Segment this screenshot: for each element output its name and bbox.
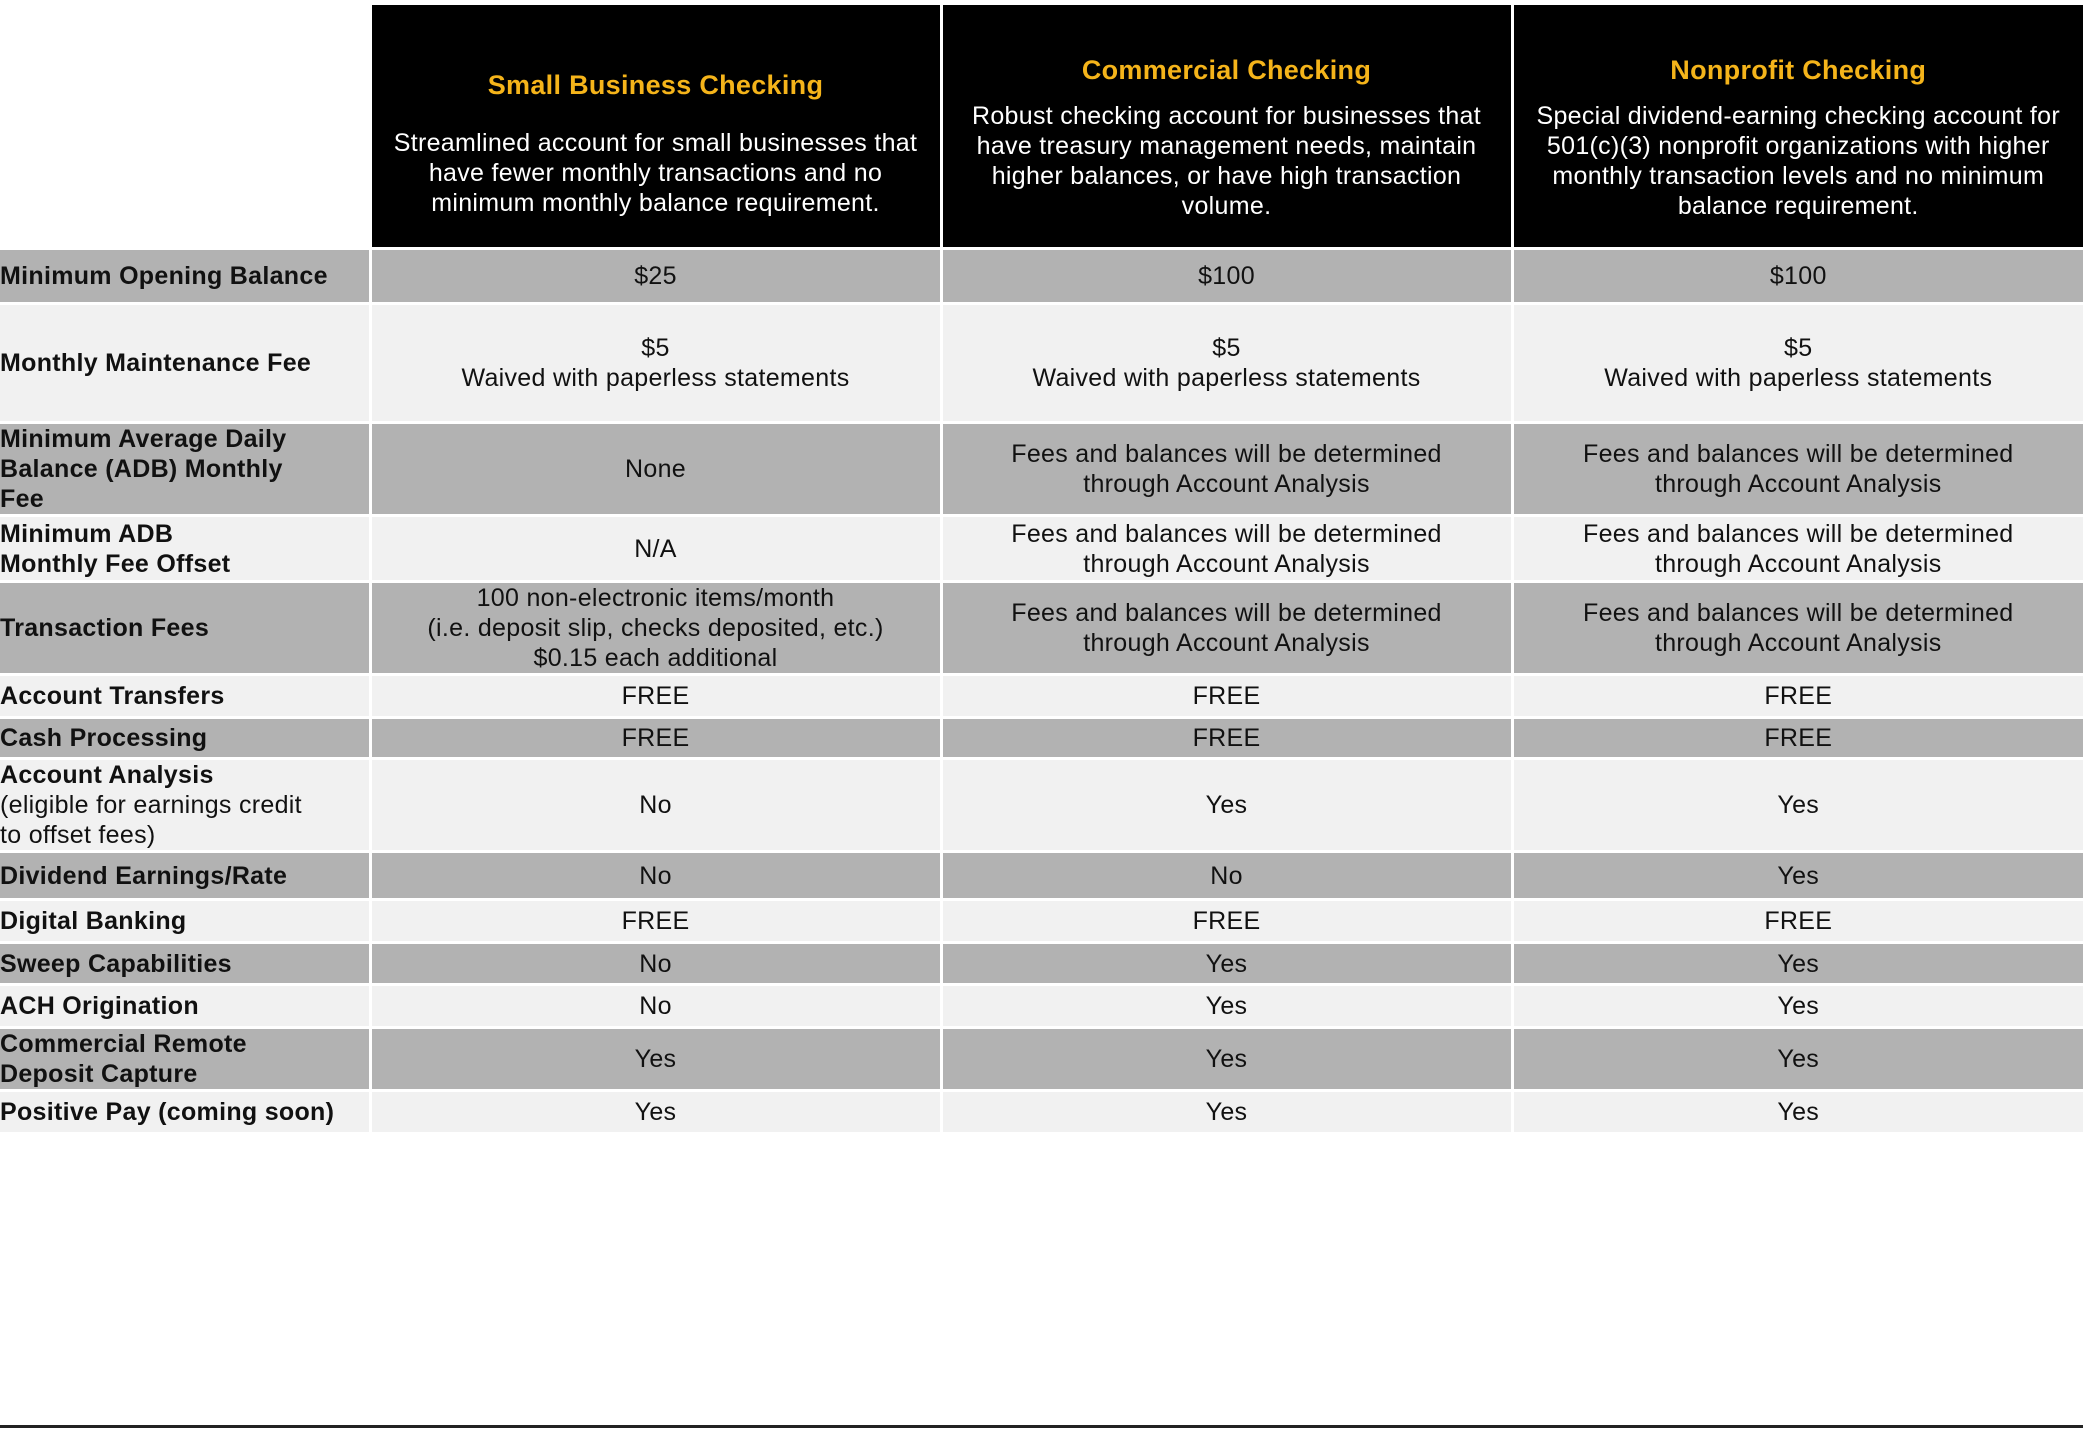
row-label [0, 759, 370, 852]
value-cell [941, 943, 1512, 985]
text-line: FREE [1764, 724, 1833, 752]
value-cell [370, 985, 941, 1028]
value-cell [370, 582, 941, 675]
text-line: FREE [621, 682, 690, 710]
account-transfers-row [0, 675, 2083, 718]
value-cell [1512, 675, 2083, 718]
value-cell [1512, 304, 2083, 423]
value-cell [1512, 1091, 2083, 1134]
text-line: Monthly Maintenance Fee [0, 349, 312, 377]
text-line: Sweep Capabilities [0, 949, 232, 978]
value-cell [370, 249, 941, 304]
text-line: Fees and balances will be determined [1011, 519, 1442, 548]
plan-header-commercial [941, 5, 1512, 249]
text-line: Yes [1777, 992, 1820, 1020]
value-cell [941, 759, 1512, 852]
row-label [0, 1028, 370, 1091]
text-line: Waived with paperless statements [1032, 364, 1421, 392]
min-adb-fee-offset-row [0, 516, 2083, 582]
text-line: Positive Pay (coming soon) [0, 1098, 335, 1126]
value-cell [370, 423, 941, 516]
remote-deposit-capture-row [0, 1028, 2083, 1091]
row-label [0, 304, 370, 423]
text-line: Cash Processing [0, 724, 208, 752]
text-line: Yes [1205, 1045, 1248, 1073]
value-cell [370, 516, 941, 582]
value-cell [1512, 985, 2083, 1028]
text-line: N/A [634, 534, 677, 563]
text-line: Yes [634, 1045, 677, 1073]
plan-name: Commercial Checking [1081, 55, 1372, 85]
value-cell [1512, 249, 2083, 304]
text-line: Dividend Earnings/Rate [0, 861, 288, 890]
value-cell [941, 985, 1512, 1028]
text-line: to offset fees) [0, 821, 156, 849]
text-line: Fees and balances will be determined [1583, 599, 2014, 627]
table-bottom-rule [0, 1425, 2083, 1428]
text-line: through Account Analysis [1654, 549, 1942, 578]
value-cell [370, 1028, 941, 1091]
text-line: No [639, 861, 672, 890]
text-line: $5 [1784, 334, 1813, 362]
text-line: through Account Analysis [1083, 549, 1370, 578]
value-cell [370, 759, 941, 852]
row-label [0, 1091, 370, 1134]
value-cell [1512, 759, 2083, 852]
value-cell [1512, 582, 2083, 675]
text-line: (eligible for earnings credit [0, 791, 302, 819]
value-cell [370, 852, 941, 900]
plan-description: Streamlined account for small businesses that have fewer monthly transactions and no minimum monthly balance requirement. [393, 129, 918, 217]
text-line: Digital Banking [0, 907, 187, 935]
value-cell [941, 249, 1512, 304]
row-label [0, 516, 370, 582]
text-line: Deposit Capture [0, 1060, 198, 1088]
transaction-fees-row [0, 582, 2083, 675]
value-cell [941, 675, 1512, 718]
text-line: (i.e. deposit slip, checks deposited, etc.) [427, 614, 884, 642]
plan-description: Robust checking account for businesses that have treasury management needs, maintain higher balances, or have high transaction volume. [971, 102, 1482, 220]
row-label [0, 852, 370, 900]
text-line: FREE [1192, 724, 1261, 752]
cash-processing-row [0, 718, 2083, 759]
plan-description: Special dividend-earning checking account for 501(c)(3) nonprofit organizations with higher monthly transaction levels and no minimum balance requirement. [1536, 102, 2061, 220]
row-sublabel [0, 791, 302, 849]
text-line: Yes [1777, 949, 1820, 978]
value-cell [1512, 423, 2083, 516]
text-line: $100 [1198, 262, 1255, 290]
positive-pay-row [0, 1091, 2083, 1134]
ach-origination-row [0, 985, 2083, 1028]
text-line: $100 [1769, 262, 1827, 290]
text-line: Account Analysis [0, 761, 214, 789]
text-line: FREE [621, 724, 690, 752]
text-line: $0.15 each additional [533, 644, 778, 672]
account-analysis-row [0, 759, 2083, 852]
text-line: Commercial Remote [0, 1030, 247, 1058]
plan-name: Small Business Checking [487, 70, 824, 100]
text-line: Minimum Average Daily [0, 425, 287, 453]
min-opening-balance-row [0, 249, 2083, 304]
plan-header-small-business [370, 5, 941, 249]
text-line: Yes [1777, 791, 1820, 819]
value-cell [1512, 852, 2083, 900]
dividend-earnings-row [0, 852, 2083, 900]
text-line: No [639, 992, 672, 1020]
text-line: FREE [621, 907, 690, 935]
value-cell [1512, 900, 2083, 943]
value-cell [941, 423, 1512, 516]
value-cell [1512, 516, 2083, 582]
value-cell [941, 516, 1512, 582]
text-line: Waived with paperless statements [1604, 364, 1993, 392]
text-line: No [1210, 861, 1243, 890]
text-line: through Account Analysis [1654, 470, 1942, 498]
text-line: $25 [634, 262, 677, 290]
text-line: Yes [1205, 992, 1248, 1020]
row-label [0, 582, 370, 675]
text-line: Yes [1205, 791, 1248, 819]
plan-name: Nonprofit Checking [1670, 55, 1927, 85]
sweep-capabilities-row [0, 943, 2083, 985]
text-line: Yes [1205, 949, 1248, 978]
account-comparison-table [0, 5, 2083, 1135]
monthly-maintenance-fee-row [0, 304, 2083, 423]
text-line: $5 [1212, 334, 1241, 362]
text-line: Yes [1777, 1045, 1820, 1073]
text-line: Transaction Fees [0, 614, 210, 642]
text-line: Balance (ADB) Monthly [0, 455, 283, 483]
text-line: Minimum ADB [0, 519, 174, 548]
min-adb-monthly-fee-row [0, 423, 2083, 516]
value-cell [941, 1091, 1512, 1134]
text-line: 100 non-electronic items/month [476, 584, 835, 612]
text-line: Fee [0, 485, 44, 513]
value-cell [941, 1028, 1512, 1091]
text-line: Fees and balances will be determined [1011, 599, 1442, 627]
text-line: No [639, 791, 672, 819]
text-line: Yes [1777, 1098, 1820, 1126]
value-cell [941, 582, 1512, 675]
value-cell [1512, 718, 2083, 759]
value-cell [1512, 1028, 2083, 1091]
text-line: None [625, 455, 686, 483]
text-line: through Account Analysis [1654, 629, 1942, 657]
row-label [0, 943, 370, 985]
plan-header-nonprofit [1512, 5, 2083, 249]
value-cell [370, 1091, 941, 1134]
text-line: Account Transfers [0, 682, 225, 710]
text-line: Monthly Fee Offset [0, 549, 231, 578]
text-line: Fees and balances will be determined [1583, 440, 2014, 468]
value-cell [370, 304, 941, 423]
text-line: FREE [1192, 907, 1261, 935]
value-cell [370, 718, 941, 759]
value-cell [370, 900, 941, 943]
value-cell [941, 304, 1512, 423]
value-cell [1512, 943, 2083, 985]
value-cell [370, 675, 941, 718]
row-label [0, 675, 370, 718]
text-line: Yes [1777, 861, 1820, 890]
text-line: FREE [1764, 907, 1833, 935]
text-line: Minimum Opening Balance [0, 262, 328, 290]
digital-banking-row [0, 900, 2083, 943]
text-line: FREE [1764, 682, 1833, 710]
text-line: Fees and balances will be determined [1011, 440, 1442, 468]
plan-header-row [0, 5, 2083, 249]
text-line: Yes [634, 1098, 677, 1126]
row-label [0, 423, 370, 516]
text-line: Waived with paperless statements [461, 364, 850, 392]
row-label [0, 249, 370, 304]
value-cell [941, 900, 1512, 943]
text-line: $5 [641, 334, 670, 362]
value-cell [941, 718, 1512, 759]
value-cell [941, 852, 1512, 900]
text-line: ACH Origination [0, 992, 199, 1020]
text-line: Fees and balances will be determined [1583, 519, 2014, 548]
row-label [0, 900, 370, 943]
text-line: FREE [1192, 682, 1261, 710]
value-cell [370, 943, 941, 985]
text-line: No [639, 949, 672, 978]
text-line: through Account Analysis [1083, 470, 1370, 498]
header-corner [0, 5, 370, 249]
text-line: through Account Analysis [1083, 629, 1370, 657]
row-label [0, 985, 370, 1028]
text-line: Yes [1205, 1098, 1248, 1126]
row-label [0, 718, 370, 759]
